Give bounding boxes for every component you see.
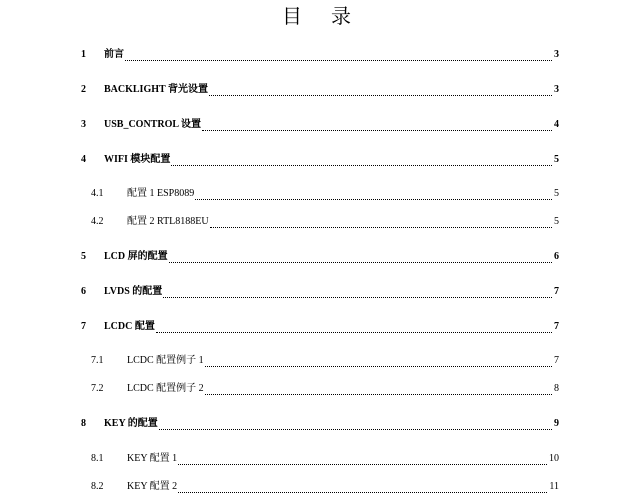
toc-entry[interactable]: [0, 250, 633, 266]
toc-entry-title[interactable]: LCDC 配置例子 1: [127, 355, 204, 366]
toc-entry-page: 5: [554, 154, 559, 165]
toc-entry[interactable]: [0, 285, 633, 301]
toc-entry-number: 4.1: [91, 188, 104, 199]
dot-leader: [156, 322, 552, 333]
toc-entry-title[interactable]: KEY 配置 1: [127, 453, 178, 464]
toc-entry-page: 4: [554, 119, 559, 130]
toc-entry-number: 7: [81, 321, 86, 332]
toc-entry-number: 4.2: [91, 216, 104, 227]
toc-entry-number: 5: [81, 251, 86, 262]
toc-entry[interactable]: [0, 187, 633, 203]
toc-entry-page: 8: [554, 383, 559, 394]
toc-entry-title[interactable]: KEY 的配置: [104, 418, 158, 429]
toc-entry-title[interactable]: USB_CONTROL 设置: [104, 119, 201, 130]
toc-entry[interactable]: [0, 320, 633, 336]
toc-entry-number: 2: [81, 84, 86, 95]
toc-entry-number: 7.1: [91, 355, 104, 366]
toc-entry-page: 6: [554, 251, 559, 262]
toc-entry-page: 7: [554, 355, 559, 366]
toc-entry[interactable]: [0, 354, 633, 370]
dot-leader: [125, 50, 552, 61]
toc-entry-page: 9: [554, 418, 559, 429]
toc-entry[interactable]: [0, 480, 633, 496]
toc-entry-page: 3: [554, 84, 559, 95]
toc-entry-title[interactable]: LCDC 配置例子 2: [127, 383, 204, 394]
toc-entry[interactable]: [0, 452, 633, 468]
dot-leader: [209, 85, 552, 96]
dot-leader: [163, 287, 552, 298]
toc-entry-page: 10: [549, 453, 559, 464]
toc-entry-number: 7.2: [91, 383, 104, 394]
toc-entry[interactable]: [0, 48, 633, 64]
dot-leader: [205, 356, 552, 367]
dot-leader: [159, 419, 552, 430]
toc-entry-title[interactable]: 前言: [104, 49, 124, 60]
toc-entry-number: 4: [81, 154, 86, 165]
dot-leader: [210, 217, 552, 228]
toc-entry-title[interactable]: LVDS 的配置: [104, 286, 163, 297]
toc-entry-page: 11: [549, 481, 559, 492]
dot-leader: [178, 454, 547, 465]
dot-leader: [202, 120, 552, 131]
dot-leader: [205, 384, 552, 395]
dot-leader: [178, 482, 547, 493]
toc-entry-page: 5: [554, 216, 559, 227]
toc-entry-title[interactable]: LCD 屏的配置: [104, 251, 168, 262]
toc-entry-number: 8.1: [91, 453, 104, 464]
toc-entry-number: 6: [81, 286, 86, 297]
toc-entry-page: 5: [554, 188, 559, 199]
dot-leader: [171, 155, 552, 166]
toc-entry[interactable]: [0, 382, 633, 398]
toc-entry-title[interactable]: 配置 1 ESP8089: [127, 188, 195, 199]
toc-entry-number: 3: [81, 119, 86, 130]
toc-entry[interactable]: [0, 118, 633, 134]
toc-entry-page: 3: [554, 49, 559, 60]
toc-entry[interactable]: [0, 153, 633, 169]
dot-leader: [195, 189, 552, 200]
toc-entry-number: 8: [81, 418, 86, 429]
toc-entry-page: 7: [554, 321, 559, 332]
toc-entry[interactable]: [0, 417, 633, 433]
toc-entry-title[interactable]: WIFI 模块配置: [104, 154, 171, 165]
toc-entry-title[interactable]: 配置 2 RTL8188EU: [127, 216, 209, 227]
toc-entry[interactable]: [0, 215, 633, 231]
toc-entry-title[interactable]: BACKLIGHT 背光设置: [104, 84, 208, 95]
dot-leader: [169, 252, 552, 263]
toc-entry-title[interactable]: KEY 配置 2: [127, 481, 178, 492]
toc-entry-number: 1: [81, 49, 86, 60]
toc-entry-page: 7: [554, 286, 559, 297]
toc-entry-number: 8.2: [91, 481, 104, 492]
toc-entry-title[interactable]: LCDC 配置: [104, 321, 155, 332]
page-title: 目 录: [282, 6, 363, 28]
toc-entry[interactable]: [0, 83, 633, 99]
